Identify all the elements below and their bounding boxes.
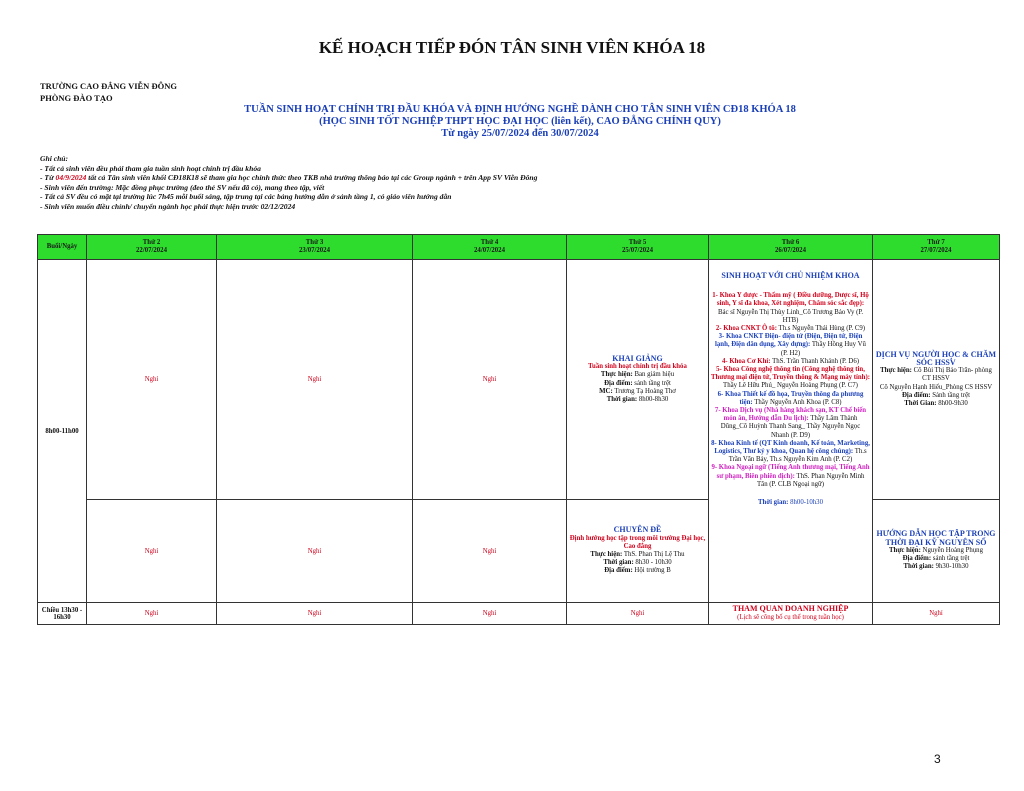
label: Thời gian: [603,559,634,567]
guide-exec [875,547,997,555]
faculty-person: ThS. Phan Nguyễn Minh Tân (P. CLB Ngoại ngữ) [757,472,865,488]
label: Địa điểm: [902,391,931,399]
note-2-text: tất cả Tân sinh viên khối CĐ18K18 sẽ tham gia học chính thức theo TKB nhà trường thông báo tại các Group ngành + trên App SV Viễn Đông [86,173,538,183]
department-name: PHÒNG ĐÀO TẠO [40,93,113,103]
header-thursday [567,235,709,260]
note-3: - Sinh viên đến trường: Mặc đồng phục trường (đeo thẻ SV nếu đã có), mang theo tập, viết [40,182,325,192]
faculty-item-4 [711,358,870,366]
day-label: Thứ 5 [628,239,647,246]
topic-time [569,559,706,567]
label: Địa điểm: [604,567,633,575]
faculty-name: 9- Khoa Ngoại ngữ (Tiếng Anh thương mại, Tiếng Anh sư phạm, Biên phiên dịch): [711,464,870,480]
header-saturday [873,235,1000,260]
faculty-item-1 [711,292,870,325]
table-header-row [38,235,1000,260]
session-afternoon: Chiều 13h30 - 16h30 [38,603,87,625]
label: Địa điểm: [604,379,633,387]
faculty-person: Thầy Nguyễn Anh Khoa (P. C8) [752,398,842,406]
document-title: KẾ HOẠCH TIẾP ĐÓN TÂN SINH VIÊN KHÓA 18 [318,38,706,57]
value: Trương Tạ Hoàng Thơ [614,387,676,395]
day-date: 23/07/2024 [299,247,330,254]
topic-cell [567,500,709,603]
visit-title: THAM QUAN DOANH NGHIỆP [732,604,849,614]
guide-time [875,563,997,571]
faculty-name: 2- Khoa CNKT Ô tô: [715,325,777,333]
faculty-person: Thầy Lâm Thành Dũng_Cô Huỳnh Thanh Sang_ Thầy Nguyễn Ngọc Nhanh (P. D9) [720,415,861,439]
cell-off: Nghỉ [217,500,413,603]
service-title: DỊCH VỤ NGƯỜI HỌC & CHĂM SÓC HSSV [875,349,997,367]
faculty-cell [709,260,873,603]
label: Thực hiện: [590,551,623,558]
header-tuesday [217,235,413,260]
service-cell [873,260,1000,500]
opening-exec [569,371,706,379]
cell-off: Nghỉ [217,603,413,625]
service-time [875,400,997,408]
day-date: 24/07/2024 [474,247,505,254]
note-2-date: 04/9/2024 [55,173,87,183]
faculty-name: 3- Khoa CNKT Điện- điện tử (Điện, Điện tử, Điện lạnh, Điện dân dụng, Xây dựng): [715,333,863,349]
page-number: 3 [934,752,941,766]
faculty-person: Th.s Nguyễn Thái Hùng (P. C9) [776,325,866,333]
value: Nguyễn Hoàng Phụng [920,546,983,554]
session-morning: 8h00-11h00 [38,260,87,603]
value: ThS. Phan Thị Lệ Thu [623,551,685,558]
header-wednesday [413,235,567,260]
day-label: Thứ 4 [480,239,499,246]
day-label: Thứ 7 [927,239,945,246]
faculty-name: 8- Khoa Kinh tế (QT Kinh doanh, Kế toán, Marketing, Logistics, Thư ký y khoa, Quan hệ công chúng): [711,439,870,456]
faculty-item-6 [711,391,870,407]
school-name: TRƯỜNG CAO ĐẲNG VIỄN ĐÔNG [40,81,177,91]
program-heading [200,104,840,140]
header-monday [87,235,217,260]
guide-cell [873,500,1000,603]
cell-off: Nghỉ [413,260,567,500]
header-session: Buổi/Ngày [38,235,87,260]
day-label: Thứ 6 [781,239,800,246]
value: Sảnh tầng trệt [930,391,970,399]
note-4: - Tất cả SV đều có mặt tại trường lúc 7h45 mỗi buổi sáng, tập trung tại các bảng hướng dẫn ở sảnh tầng 1, có giáo viên hướng dẫn [40,192,452,202]
notes-label: Ghi chú: [40,154,69,163]
table-row [38,603,1000,625]
opening-cell [567,260,709,500]
value: 8h00-8h30 [638,395,669,403]
heading-line-2: (HỌC SINH TỐT NGHIỆP THPT HỌC ĐẠI HỌC (liên kết), CAO ĐẲNG CHÍNH QUY) [319,116,721,127]
topic-subtitle: Định hướng học tập trong môi trường Đại học, Cao đẳng [569,534,706,550]
label: Thời gian: [903,563,934,571]
header-friday [709,235,873,260]
faculty-name: 6- Khoa Thiết kế đồ họa, Truyền thông đa phương tiện: [717,390,864,406]
day-date: 22/07/2024 [136,247,167,254]
label: Thực hiện: [600,371,633,379]
service-place [875,392,997,400]
value: Cô Bùi Thị Bảo Trân- phòng CT HSSV [911,367,992,383]
day-label: Thứ 3 [305,239,324,246]
cell-off: Nghỉ [567,603,709,625]
opening-subtitle: Tuần sinh hoạt chính trị đầu khóa [588,363,687,371]
faculty-title: SINH HOẠT VỚI CHỦ NHIỆM KHOA [721,271,860,280]
faculty-person: Th.s Trần Văn Bảy, Th.s Nguyễn Kim Anh (P. C2) [728,448,867,464]
value: Hội trường B [634,567,671,575]
value: Ban giám hiệu [634,371,675,379]
day-date: 26/07/2024 [775,247,806,254]
opening-place [569,380,706,388]
school-block [40,80,177,104]
note-2-prefix: - Từ [40,173,56,183]
topic-place [569,567,706,575]
faculty-person: Thầy Hồng Huy Vũ (P. H2) [780,341,866,357]
opening-time [569,396,706,404]
faculty-item-3 [711,333,870,358]
service-exec [875,367,997,383]
value: 9h30-10h30 [933,563,969,571]
service-exec-2: Cô Nguyễn Hạnh Hiếu_Phòng CS HSSV [879,383,993,391]
faculty-person: Thầy Lê Hữu Phú_ Nguyễn Hoàng Phụng (P. C7) [723,382,858,390]
table-row [38,260,1000,500]
value: 8h00-10h30 [790,499,823,507]
topic-title: CHUYÊN ĐỀ [613,525,662,535]
notes-block [40,154,537,212]
faculty-name: 7- Khoa Dịch vụ (Nhà hàng khách sạn, KT Chế biến món ăn, Hướng dẫn Du lịch): [714,407,867,423]
faculty-item-9 [711,464,870,489]
faculty-time [711,499,870,507]
schedule-table [37,234,1000,625]
note-5: - Sinh viên muốn điều chỉnh/ chuyển ngành học phải thực hiện trước 02/12/2024 [40,201,296,211]
topic-exec [569,551,706,559]
value: sảnh tầng trệt [634,379,671,387]
value: 8h00-9h30 [936,400,968,407]
label: Thời gian: [606,395,638,403]
cell-off: Nghỉ [87,260,217,500]
day-date: 27/07/2024 [920,247,952,254]
cell-off: Nghỉ [217,260,413,500]
guide-place [875,555,997,563]
faculty-item-2 [711,325,870,333]
value: sảnh tầng trệt [931,555,970,563]
faculty-name: 1- Khoa Y dược - Thẩm mỹ ( Điều dưỡng, Dược sĩ, Hộ sinh, Y sĩ đa khoa, Xét nghiệm, Chăm sóc sắc đẹp): [712,292,869,308]
label: Địa điểm: [902,555,932,563]
cell-off: Nghỉ [413,603,567,625]
cell-off: Nghỉ [87,500,217,603]
guide-title: HƯỚNG DẪN HỌC TẬP TRONG THỜI ĐẠI KỸ NGUYÊN SỐ [876,529,996,547]
note-2 [40,173,537,183]
value: 8h30 - 10h30 [635,559,672,567]
faculty-item-5 [711,366,870,391]
day-date: 25/07/2024 [622,247,653,254]
opening-title: KHAI GIẢNG [612,353,663,363]
label: Thực hiện: [889,546,921,554]
faculty-item-8 [711,440,870,465]
cell-off: Nghỉ [873,603,1000,625]
cell-off: Nghỉ [413,500,567,603]
label: Thời Gian: [904,400,937,407]
cell-off: Nghỉ [87,603,217,625]
heading-line-3: Từ ngày 25/07/2024 đến 30/07/2024 [441,128,599,139]
visit-note: (Lịch sẽ công bố cụ thể trong tuần học) [737,613,844,621]
day-label: Thứ 2 [142,239,161,246]
faculty-name: 4- Khoa Cơ Khí: [721,357,771,365]
label: Thực hiện: [880,367,912,375]
note-1: - Tất cả sinh viên đều phải tham gia tuần sinh hoạt chính trị đầu khóa [40,163,261,173]
faculty-name: 5- Khoa Công nghệ thông tin (Công nghệ thông tin, Thương mại điện tử, Truyền thông & Mạng máy tính): [711,366,870,382]
label: Thời gian: [758,499,789,507]
faculty-person: Bác sĩ Nguyễn Thị Thùy Linh_Cô Trương Bảo Vy (P. HTB) [717,308,864,324]
visit-cell [709,603,873,625]
opening-mc [569,388,706,396]
label: MC: [599,387,613,395]
faculty-person: ThS. Trần Thanh Khánh (P. D6) [770,357,859,365]
heading-line-1: TUẦN SINH HOẠT CHÍNH TRỊ ĐẦU KHÓA VÀ ĐỊNH HƯỚNG NGHỀ DÀNH CHO TÂN SINH VIÊN CĐ18 KHÓA 18 [244,104,796,115]
faculty-item-7 [711,407,870,440]
